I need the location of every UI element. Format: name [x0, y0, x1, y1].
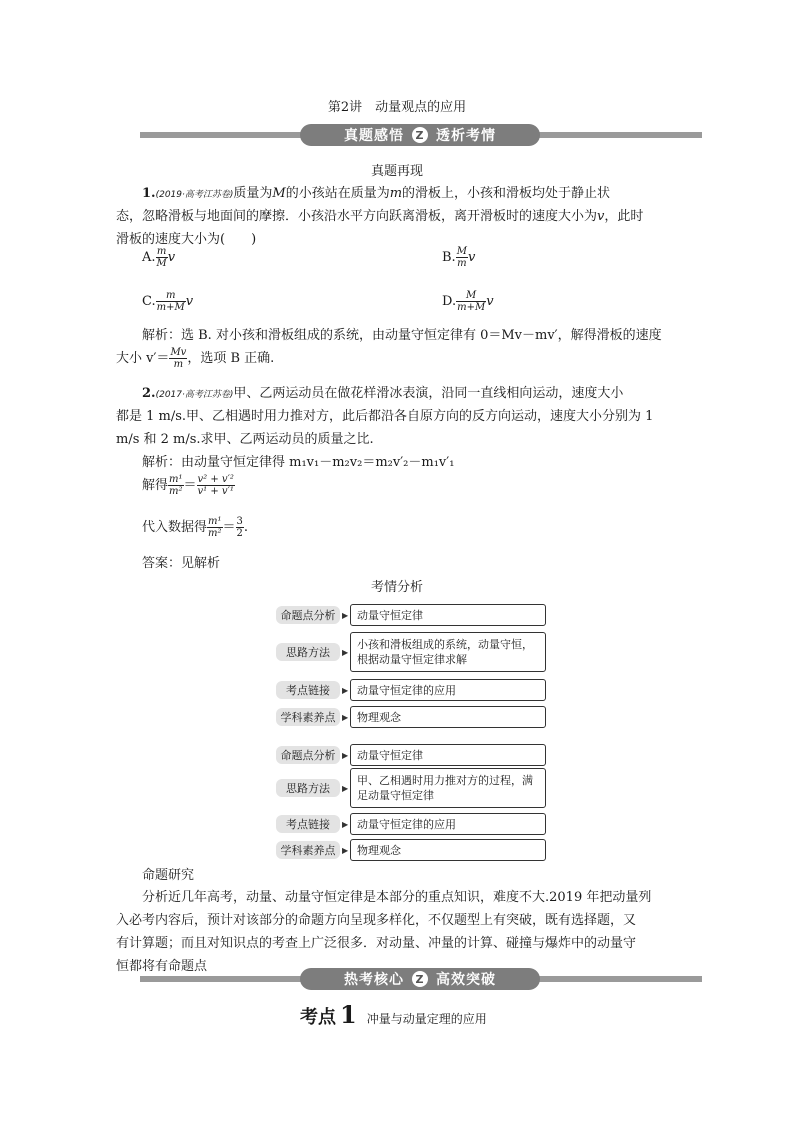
banner-right-text: 高效突破 — [436, 972, 496, 988]
arrow-right-icon: ▶ — [342, 713, 349, 722]
diagram-box: 动量守恒定律的应用 — [350, 679, 546, 701]
q2-line3: m/s 和 2 m/s.求甲、乙两运动员的质量之比. — [116, 432, 374, 447]
diagram-box: 小孩和滑板组成的系统，动量守恒，根据动量守恒定律求解 — [350, 632, 546, 672]
diagram-box: 物理观念 — [350, 706, 546, 728]
section-heading-mingti: 命题研究 — [142, 868, 195, 883]
q2-analysis: 解析：由动量守恒定律得 m₁v₁－m₂v₂＝m₂v′₂－m₁v′₁ — [142, 455, 455, 470]
diagram-tag: 命题点分析 — [276, 606, 340, 624]
arrow-right-icon: ▶ — [342, 611, 349, 620]
q1-line1: 1.(2019·高考江苏卷)质量为M的小孩站在质量为m的滑板上，小孩和滑板均处于静止状 — [142, 186, 611, 201]
diagram-box: 动量守恒定律 — [350, 604, 546, 626]
page-title: 第2讲 动量观点的应用 — [327, 100, 467, 115]
section-banner-1 — [140, 124, 702, 146]
kaodian-heading: 考点 1 冲量与动量定理的应用 — [300, 1000, 487, 1029]
diagram-box: 动量守恒定律 — [350, 744, 546, 766]
banner-right-text: 透析考情 — [436, 128, 496, 144]
q2-substitute: 代入数据得 $\frac{\text{m¹}}{\text{m²}}$ ＝ $\frac{3}{2}$ . — [142, 516, 249, 539]
q2-answer: 答案：见解析 — [142, 556, 221, 571]
q2-line2: 都是 1 m/s.甲、乙相遇时用力推对方，此后都沿各自原方向的反方向运动，速度大小分别为 1 — [116, 409, 654, 424]
diagram-box: 动量守恒定律的应用 — [350, 813, 546, 835]
arrow-right-icon: ▶ — [342, 784, 349, 793]
research-line: 有计算题；而且对知识点的考查上广泛很多．对动量、冲量的计算、碰撞与爆炸中的动量守 — [116, 936, 637, 951]
diagram-box: 物理观念 — [350, 839, 546, 861]
option-d[interactable]: D. $\frac{M}{m+M}$ v — [442, 290, 494, 313]
q1-analysis-1: 解析：选 B. 对小孩和滑板组成的系统，由动量守恒定律有 0＝Mv－mv′，解得滑板的速度 — [142, 328, 662, 343]
banner-left-text: 热考核心 — [344, 972, 404, 988]
q1-line3: 滑板的速度大小为( ) — [116, 232, 257, 247]
diagram-tag: 考点链接 — [276, 815, 340, 833]
q1-line2: 态，忽略滑板与地面间的摩擦．小孩沿水平方向跃离滑板，离开滑板时的速度大小为v，此时 — [116, 209, 644, 224]
q2-solve: 解得 $\frac{\text{m¹}}{\text{m²}}$ ＝ $\frac{\text{v² + v′²}}{\text{v¹ + v′¹}}$ — [142, 474, 234, 497]
arrow-right-icon: ▶ — [342, 686, 349, 695]
diagram-tag: 考点链接 — [276, 681, 340, 699]
section-heading-kaoqing: 考情分析 — [370, 580, 423, 595]
option-a[interactable]: A. $\frac{m}{M}$ v — [142, 246, 176, 269]
section-heading-zhenti: 真题再现 — [370, 164, 423, 179]
diagram-tag: 学科素养点 — [276, 841, 340, 859]
section-banner-2 — [140, 968, 702, 990]
diagram-tag: 思路方法 — [276, 643, 340, 661]
research-line: 恒都将有命题点 — [116, 959, 208, 974]
arrow-right-icon: ▶ — [342, 846, 349, 855]
arrow-right-icon: ▶ — [342, 648, 349, 657]
banner-logo-icon: Z — [412, 127, 428, 143]
diagram-tag: 思路方法 — [276, 779, 340, 797]
q2-line1: 2.(2017·高考江苏卷)甲、乙两运动员在做花样滑冰表演，沿同一直线相向运动，速度大小 — [142, 386, 624, 401]
diagram-tag: 命题点分析 — [276, 746, 340, 764]
q1-analysis-2: 大小 v′＝ $\frac{Mv}{m}$ ，选项 B 正确. — [116, 347, 275, 370]
diagram-box: 甲、乙相遇时用力推对方的过程，满足动量守恒定律 — [350, 768, 546, 808]
option-c[interactable]: C. $\frac{m}{m+M}$ v — [142, 290, 194, 313]
research-line: 分析近几年高考，动量、动量守恒定律是本部分的重点知识，难度不大.2019 年把动量列 — [142, 890, 652, 905]
option-b[interactable]: B. $\frac{M}{m}$ v — [442, 246, 476, 269]
arrow-right-icon: ▶ — [342, 751, 349, 760]
diagram-tag: 学科素养点 — [276, 708, 340, 726]
research-line: 入必考内容后，预计对该部分的命题方向呈现多样化，不仅题型上有突破，既有选择题，又 — [116, 913, 637, 928]
banner-logo-icon: Z — [412, 971, 428, 987]
arrow-right-icon: ▶ — [342, 820, 349, 829]
banner-left-text: 真题感悟 — [344, 128, 404, 144]
